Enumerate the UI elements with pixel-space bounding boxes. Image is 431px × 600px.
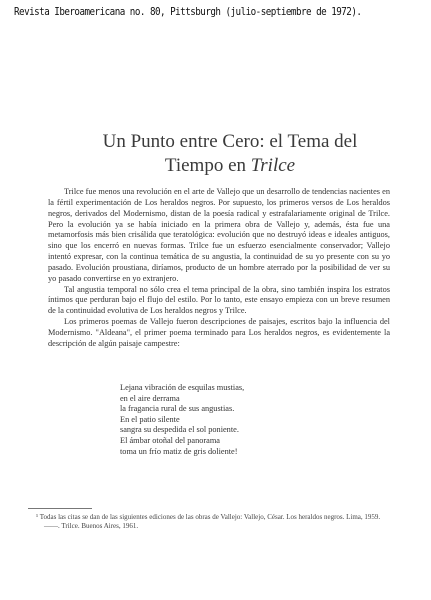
title-line-2-prefix: Tiempo en bbox=[164, 155, 251, 176]
article-body bbox=[48, 187, 390, 350]
footnote-divider bbox=[28, 508, 92, 509]
poem-quote bbox=[120, 383, 350, 457]
poem-line: sangra su despedida el sol poniente. bbox=[120, 425, 239, 435]
poem-line: Lejana vibración de esquilas mustias, bbox=[120, 383, 245, 392]
poem-line: toma un frío matiz de gris doliente! bbox=[120, 446, 238, 456]
paragraph-2: Tal angustia temporal no sólo crea el tema principal de la obra, sino también inspira los estratos íntimos que perduran bajo el flujo del estilo. Por lo tanto, este ensayo empieza con un breve resumen de la continuidad evolutiva de Los heraldos negros y Trilce. bbox=[48, 284, 390, 316]
footnotes bbox=[36, 513, 386, 531]
poem-line: El ámbar otoñal del panorama bbox=[120, 435, 220, 445]
poem-line: la fragancia rural de sus angustias. bbox=[120, 404, 235, 414]
title-line-1: Un Punto entre Cero: el Tema del bbox=[102, 131, 358, 152]
title-line-2-italic: Trilce bbox=[250, 155, 296, 176]
footnote-1: ¹ Todas las citas se dan de las siguientes ediciones de las obras de Vallejo: Vallejo, César. Los heraldos negros. Lima, 1959. bbox=[36, 513, 381, 521]
article-title bbox=[60, 130, 400, 178]
poem-line: En el patio silente bbox=[120, 414, 180, 424]
title-line-2 bbox=[60, 154, 400, 178]
poem-line: en el aire derrama bbox=[120, 393, 180, 403]
paragraph-1: Trilce fue menos una revolución en el arte de Vallejo que un desarrollo de tendencias nacientes en la fértil experimentación de Los heraldos negros. Por supuesto, los primeros versos de Los heraldos negros, derivados del Modernismo, distan de la poesía radical y estrafalariamente original de Trilce. Pero la evolución ya se había iniciado en la primera obra de Vallejo y, además, ésta fue una metamorfosis más bien crisálida que teratológica: evolución que no destruyó ideas e ideales antiguos, sino que los encerró en nuevas formas. Trilce fue un esfuerzo esencialmente conservador; Vallejo intentó expresar, con la continua temática de su angustia, la continuidad de su yo presente con su yo pasado. Evolución proustiana, diríamos, producto de un hombre aterrado por la posibilidad de ver su yo pasado convertirse en yo extranjero. bbox=[48, 187, 390, 283]
citation-header: Revista Iberoamericana no. 80, Pittsburgh (julio-septiembre de 1972). bbox=[14, 6, 362, 18]
paragraph-3: Los primeros poemas de Vallejo fueron descripciones de paisajes, escritos bajo la influencia del Modernismo. "Aldeana", el primer poema terminado para Los heraldos negros, es evidentemente la descripción de algún paisaje campestre: bbox=[48, 317, 390, 348]
footnote-2: ——. Trilce. Buenos Aires, 1961. bbox=[44, 522, 139, 530]
